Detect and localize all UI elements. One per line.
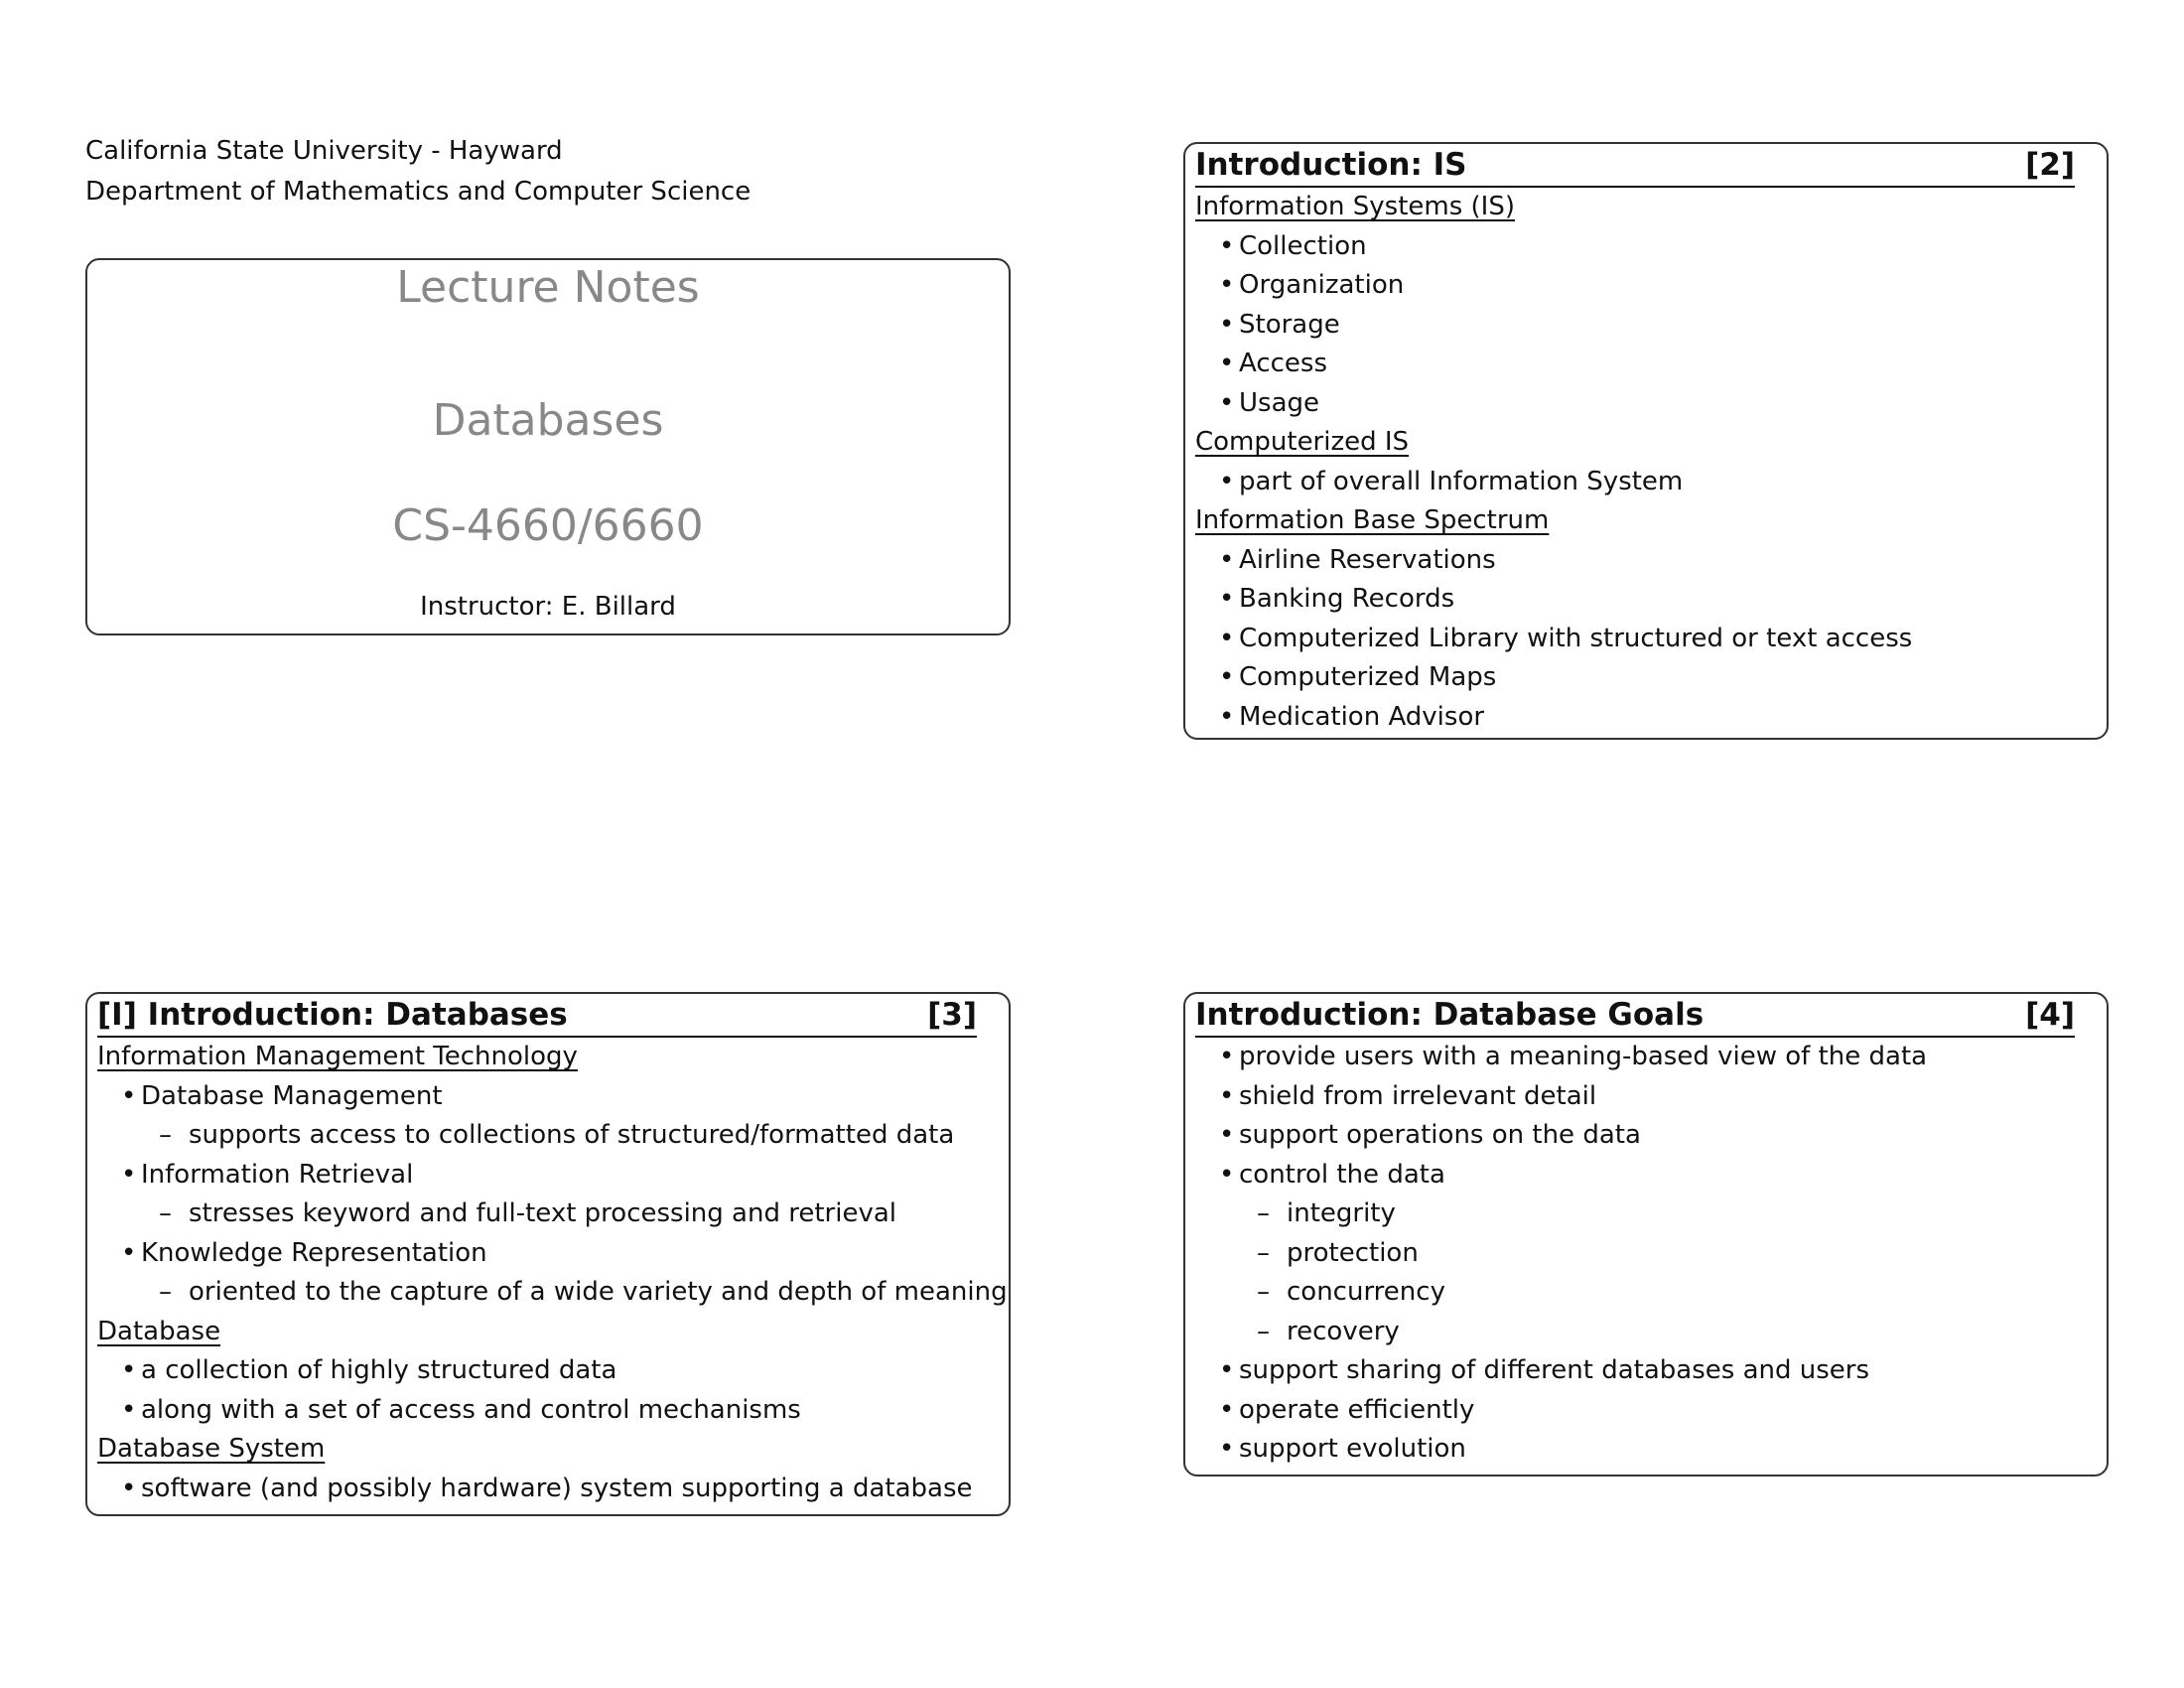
list-item: • control the data bbox=[1185, 1156, 2107, 1196]
sub-list-item: – integrity bbox=[1185, 1195, 2107, 1234]
lecture-notes-heading: Lecture Notes bbox=[396, 262, 700, 313]
list-item: • part of overall Information System bbox=[1185, 463, 2107, 502]
list-item: • support sharing of different databases and users bbox=[1185, 1351, 2107, 1391]
page-number: [2] bbox=[2025, 147, 2075, 183]
section-heading: Information Systems (IS) bbox=[1195, 192, 1515, 221]
list-item: • software (and possibly hardware) system supporting a database bbox=[87, 1470, 1009, 1509]
list-item: • support evolution bbox=[1185, 1430, 2107, 1470]
section-heading: Information Management Technology bbox=[97, 1042, 578, 1071]
slide-title: Introduction: IS bbox=[1195, 147, 1467, 183]
slide-introduction-is bbox=[1183, 142, 2109, 740]
slide-title-row bbox=[97, 994, 977, 1038]
list-item: • Airline Reservations bbox=[1185, 541, 2107, 581]
list-item: • Medication Advisor bbox=[1185, 698, 2107, 738]
list-item: • Access bbox=[1185, 345, 2107, 384]
course-number: CS-4660/6660 bbox=[392, 500, 704, 551]
slide-introduction-databases bbox=[85, 992, 1011, 1516]
list-item: • along with a set of access and control mechanisms bbox=[87, 1391, 1009, 1431]
list-item: • support operations on the data bbox=[1185, 1116, 2107, 1156]
sub-list-item: – recovery bbox=[1185, 1313, 2107, 1352]
sub-list-item: – stresses keyword and full-text processing and retrieval bbox=[87, 1195, 1009, 1234]
course-name: Databases bbox=[432, 395, 664, 446]
university-name: California State University - Hayward bbox=[85, 136, 563, 166]
slide-database-goals bbox=[1183, 992, 2109, 1477]
slide-title: Introduction: Database Goals bbox=[1195, 997, 1705, 1033]
list-item: • shield from irrelevant detail bbox=[1185, 1077, 2107, 1117]
title-slide bbox=[85, 258, 1011, 635]
section-heading: Information Base Spectrum bbox=[1195, 505, 1550, 535]
list-item: • Banking Records bbox=[1185, 580, 2107, 620]
list-item: • Organization bbox=[1185, 266, 2107, 306]
sub-list-item: – oriented to the capture of a wide variety and depth of meaning bbox=[87, 1273, 1009, 1313]
department-name: Department of Mathematics and Computer Science bbox=[85, 177, 751, 207]
page-number: [3] bbox=[927, 997, 977, 1033]
list-item: • Information Retrieval bbox=[87, 1156, 1009, 1196]
list-item: • Computerized Maps bbox=[1185, 658, 2107, 698]
list-item: • Knowledge Representation bbox=[87, 1234, 1009, 1274]
slide-title-row bbox=[1195, 144, 2075, 188]
instructor-name: Instructor: E. Billard bbox=[420, 592, 676, 622]
list-item: • a collection of highly structured data bbox=[87, 1351, 1009, 1391]
list-item: • Storage bbox=[1185, 306, 2107, 346]
list-item: • Database Management bbox=[87, 1077, 1009, 1117]
list-item: • Computerized Library with structured or text access bbox=[1185, 620, 2107, 659]
section-heading: Database System bbox=[97, 1434, 326, 1464]
slide-title: [I] Introduction: Databases bbox=[97, 997, 568, 1033]
list-item: • provide users with a meaning-based view of the data bbox=[1185, 1038, 2107, 1077]
page-number: [4] bbox=[2025, 997, 2075, 1033]
list-item: • Usage bbox=[1185, 384, 2107, 424]
list-item: • Collection bbox=[1185, 227, 2107, 267]
slide-title-row bbox=[1195, 994, 2075, 1038]
section-heading: Database bbox=[97, 1316, 221, 1346]
sub-list-item: – supports access to collections of structured/formatted data bbox=[87, 1116, 1009, 1156]
sub-list-item: – concurrency bbox=[1185, 1273, 2107, 1313]
section-heading: Computerized IS bbox=[1195, 427, 1410, 457]
sub-list-item: – protection bbox=[1185, 1234, 2107, 1274]
list-item: • operate efficiently bbox=[1185, 1391, 2107, 1431]
